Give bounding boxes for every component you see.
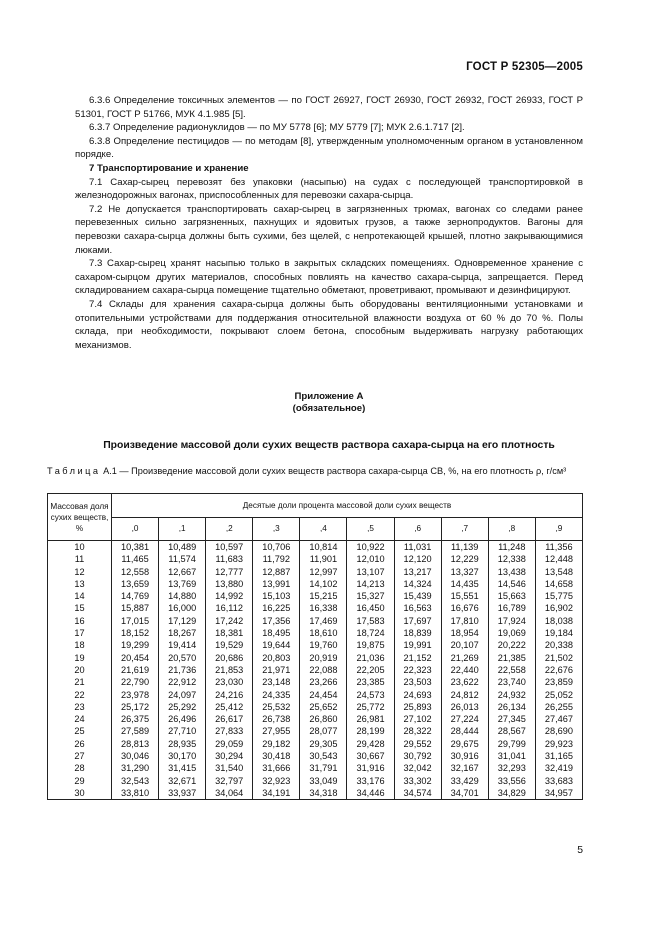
table-row [48, 566, 583, 578]
table-cell: 19,184 [535, 627, 582, 639]
table-cell: 11,683 [206, 553, 253, 565]
table-cell: 13,107 [347, 566, 394, 578]
table-row [48, 590, 583, 602]
table-cell: 22,790 [112, 676, 159, 688]
table-cell: 33,429 [441, 775, 488, 787]
table-cell: 12,667 [159, 566, 206, 578]
table-row [48, 627, 583, 639]
table-cell: 23,148 [253, 676, 300, 688]
table-cell: 16,563 [394, 602, 441, 614]
table-cell: 10,381 [112, 541, 159, 554]
table-cell: 26,981 [347, 713, 394, 725]
standard-code: ГОСТ Р 52305—2005 [466, 61, 583, 73]
table-cell: 12,448 [535, 553, 582, 565]
table-cell: 14,213 [347, 578, 394, 590]
table-cell: 16,000 [159, 602, 206, 614]
table-cell: 25,772 [347, 701, 394, 713]
paragraph-6-3-7: 6.3.7 Определение радионуклидов — по МУ 5778 [6]; МУ 5779 [7]; МУК 2.6.1.717 [2]. [89, 122, 465, 134]
table-cell: 13,769 [159, 578, 206, 590]
row-label: 19 [48, 652, 112, 664]
row-label: 29 [48, 775, 112, 787]
table-cell: 13,659 [112, 578, 159, 590]
row-label: 28 [48, 762, 112, 774]
table-cell: 13,327 [441, 566, 488, 578]
table-cell: 11,901 [300, 553, 347, 565]
table-cell: 10,922 [347, 541, 394, 554]
table-cell: 29,799 [488, 738, 535, 750]
row-label: 30 [48, 787, 112, 800]
table-cell: 30,170 [159, 750, 206, 762]
row-label: 25 [48, 725, 112, 737]
table-cell: 17,356 [253, 615, 300, 627]
table-cell: 22,323 [394, 664, 441, 676]
column-header: ,5 [347, 517, 394, 541]
table-cell: 12,120 [394, 553, 441, 565]
table-cell: 29,428 [347, 738, 394, 750]
table-cell: 24,812 [441, 689, 488, 701]
table-cell: 16,225 [253, 602, 300, 614]
table-cell: 17,583 [347, 615, 394, 627]
table-cell: 25,412 [206, 701, 253, 713]
table-cell: 34,446 [347, 787, 394, 800]
table-cell: 21,385 [488, 652, 535, 664]
table-cell: 19,760 [300, 639, 347, 651]
table-cell: 31,916 [347, 762, 394, 774]
table-cell: 31,041 [488, 750, 535, 762]
table-cell: 22,558 [488, 664, 535, 676]
table-cell: 15,327 [347, 590, 394, 602]
density-table [47, 493, 583, 800]
table-cell: 23,859 [535, 676, 582, 688]
table-cell: 24,932 [488, 689, 535, 701]
table-cell: 27,955 [253, 725, 300, 737]
row-label: 12 [48, 566, 112, 578]
table-cell: 20,107 [441, 639, 488, 651]
table-cell: 14,992 [206, 590, 253, 602]
table-cell: 12,558 [112, 566, 159, 578]
table-cell: 20,222 [488, 639, 535, 651]
table-row [48, 553, 583, 565]
table-cell: 15,663 [488, 590, 535, 602]
table-cell: 10,814 [300, 541, 347, 554]
table-cell: 21,502 [535, 652, 582, 664]
paragraph-7-2: 7.2 Не допускается транспортировать сахар-сырец в загрязненных трюмах, вагонах со следами ранее перевезенных сильно загрязненных, пахнущих и ядовитых грузов, а также зернопродуктов. Вагоны для перевозки сахара-сырца должны быть сухими, без щелей, с непротекающей крышей, плотно закрывающимися люками. [75, 203, 583, 256]
table-cell: 26,496 [159, 713, 206, 725]
table-cell: 27,102 [394, 713, 441, 725]
table-cell: 17,469 [300, 615, 347, 627]
row-label: 20 [48, 664, 112, 676]
table-cell: 34,701 [441, 787, 488, 800]
table-cell: 15,439 [394, 590, 441, 602]
table-cell: 24,573 [347, 689, 394, 701]
column-header: ,8 [488, 517, 535, 541]
table-cell: 21,736 [159, 664, 206, 676]
table-cell: 30,667 [347, 750, 394, 762]
table-cell: 29,305 [300, 738, 347, 750]
appendix-status: (обязательное) [292, 403, 366, 414]
row-header: Массовая доля сухих веществ, % [48, 494, 112, 541]
table-cell: 22,205 [347, 664, 394, 676]
table-cell: 31,666 [253, 762, 300, 774]
table-cell: 29,675 [441, 738, 488, 750]
table-cell: 34,318 [300, 787, 347, 800]
table-cell: 14,769 [112, 590, 159, 602]
table-cell: 17,242 [206, 615, 253, 627]
table-caption-text: А.1 — Произведение массовой доли сухих веществ раствора сахара-сырца СВ, %, на его плотность ρ, г/см³ [103, 466, 567, 476]
table-cell: 34,829 [488, 787, 535, 800]
table-cell: 27,833 [206, 725, 253, 737]
table-row [48, 725, 583, 737]
row-label: 21 [48, 676, 112, 688]
table-cell: 15,551 [441, 590, 488, 602]
table-cell: 29,059 [206, 738, 253, 750]
table-cell: 15,887 [112, 602, 159, 614]
row-label: 10 [48, 541, 112, 554]
row-label: 14 [48, 590, 112, 602]
appendix-title: Приложение А [294, 391, 364, 402]
table-cell: 15,215 [300, 590, 347, 602]
table-row [48, 541, 583, 554]
table-cell: 28,077 [300, 725, 347, 737]
table-cell: 16,902 [535, 602, 582, 614]
table-cell: 23,266 [300, 676, 347, 688]
table-cell: 21,619 [112, 664, 159, 676]
table-caption [47, 465, 587, 477]
row-label: 18 [48, 639, 112, 651]
table-cell: 32,419 [535, 762, 582, 774]
table-cell: 13,438 [488, 566, 535, 578]
table-cell: 16,450 [347, 602, 394, 614]
page-number: 5 [577, 845, 583, 856]
table-cell: 11,139 [441, 541, 488, 554]
table-cell: 24,335 [253, 689, 300, 701]
table-cell: 30,294 [206, 750, 253, 762]
row-label: 24 [48, 713, 112, 725]
table-cell: 18,839 [394, 627, 441, 639]
row-label: 11 [48, 553, 112, 565]
paragraph-7-3: 7.3 Сахар-сырец хранят насыпью только в закрытых складских помещениях. Одновременное хранение с сахаром-сырцом других материалов, способных повлиять на качество сахара-сырца, запрещается. Перед складированием сахара-сырца помещение тщательно обметают, проветривают, промывают и дезинфицируют. [75, 258, 583, 297]
table-cell: 19,069 [488, 627, 535, 639]
table-cell: 25,652 [300, 701, 347, 713]
table-cell: 16,676 [441, 602, 488, 614]
row-label: 17 [48, 627, 112, 639]
table-cell: 21,971 [253, 664, 300, 676]
table-cell: 10,706 [253, 541, 300, 554]
table-cell: 18,152 [112, 627, 159, 639]
table-row [48, 701, 583, 713]
table-cell: 13,548 [535, 566, 582, 578]
table-row [48, 762, 583, 774]
table-cell: 17,015 [112, 615, 159, 627]
table-cell: 17,129 [159, 615, 206, 627]
table-cell: 31,415 [159, 762, 206, 774]
table-row [48, 750, 583, 762]
table-row [48, 652, 583, 664]
table-cell: 14,546 [488, 578, 535, 590]
table-cell: 23,030 [206, 676, 253, 688]
column-header: ,7 [441, 517, 488, 541]
table-cell: 10,597 [206, 541, 253, 554]
table-cell: 32,042 [394, 762, 441, 774]
table-cell: 19,414 [159, 639, 206, 651]
column-header: ,9 [535, 517, 582, 541]
table-cell: 34,191 [253, 787, 300, 800]
table-row [48, 787, 583, 800]
table-cell: 30,792 [394, 750, 441, 762]
table-cell: 11,465 [112, 553, 159, 565]
table-cell: 29,552 [394, 738, 441, 750]
table-cell: 12,010 [347, 553, 394, 565]
table-cell: 14,324 [394, 578, 441, 590]
table-cell: 29,923 [535, 738, 582, 750]
table-row [48, 602, 583, 614]
column-header: ,6 [394, 517, 441, 541]
table-cell: 28,567 [488, 725, 535, 737]
table-cell: 33,556 [488, 775, 535, 787]
table-cell: 28,444 [441, 725, 488, 737]
column-header: ,3 [253, 517, 300, 541]
table-row [48, 689, 583, 701]
row-label: 13 [48, 578, 112, 590]
table-cell: 28,322 [394, 725, 441, 737]
table-cell: 27,467 [535, 713, 582, 725]
table-cell: 20,454 [112, 652, 159, 664]
row-label: 16 [48, 615, 112, 627]
table-cell: 33,049 [300, 775, 347, 787]
table-cell: 20,919 [300, 652, 347, 664]
table-cell: 14,102 [300, 578, 347, 590]
table-cell: 21,152 [394, 652, 441, 664]
table-cell: 14,435 [441, 578, 488, 590]
table-cell: 18,610 [300, 627, 347, 639]
row-label: 15 [48, 602, 112, 614]
table-cell: 14,880 [159, 590, 206, 602]
table-cell: 32,797 [206, 775, 253, 787]
table-cell: 18,038 [535, 615, 582, 627]
table-cell: 24,216 [206, 689, 253, 701]
table-cell: 30,916 [441, 750, 488, 762]
table-cell: 12,997 [300, 566, 347, 578]
table-cell: 27,224 [441, 713, 488, 725]
table-cell: 34,064 [206, 787, 253, 800]
table-cell: 27,345 [488, 713, 535, 725]
table-cell: 20,338 [535, 639, 582, 651]
table-cell: 19,529 [206, 639, 253, 651]
column-header: ,1 [159, 517, 206, 541]
paragraph-7-1: 7.1 Сахар-сырец перевозят без упаковки (насыпью) на судах с последующей транспортировкой в железнодорожных вагонах, приспособленных для перевозки сахара-сырца. [75, 176, 583, 202]
table-cell: 27,589 [112, 725, 159, 737]
column-header: ,2 [206, 517, 253, 541]
table-cell: 20,803 [253, 652, 300, 664]
table-cell: 28,690 [535, 725, 582, 737]
table-cell: 12,777 [206, 566, 253, 578]
table-cell: 33,302 [394, 775, 441, 787]
row-label: 27 [48, 750, 112, 762]
appendix-heading: Произведение массовой доли сухих веществ раствора сахара-сырца на его плотность [103, 440, 555, 451]
column-header-row [48, 517, 583, 541]
table-cell: 22,440 [441, 664, 488, 676]
table-cell: 25,292 [159, 701, 206, 713]
paragraph-6-3-6: 6.3.6 Определение токсичных элементов — по ГОСТ 26927, ГОСТ 26930, ГОСТ 26932, ГОСТ 26933, ГОСТ Р 51301, ГОСТ Р 51766, МУК 4.1.985 [5]. [75, 95, 583, 120]
table-cell: 31,791 [300, 762, 347, 774]
table-cell: 30,046 [112, 750, 159, 762]
table-row [48, 615, 583, 627]
table-cell: 11,248 [488, 541, 535, 554]
table-cell: 12,338 [488, 553, 535, 565]
table-cell: 33,176 [347, 775, 394, 787]
column-header: ,0 [112, 517, 159, 541]
table-cell: 25,172 [112, 701, 159, 713]
table-cell: 11,031 [394, 541, 441, 554]
table-cell: 19,644 [253, 639, 300, 651]
table-cell: 25,532 [253, 701, 300, 713]
table-cell: 32,293 [488, 762, 535, 774]
table-cell: 18,267 [159, 627, 206, 639]
table-cell: 32,671 [159, 775, 206, 787]
table-caption-label: Таблица [47, 466, 101, 476]
table-cell: 24,693 [394, 689, 441, 701]
table-row [48, 664, 583, 676]
table-cell: 33,810 [112, 787, 159, 800]
table-cell: 28,935 [159, 738, 206, 750]
table-cell: 33,683 [535, 775, 582, 787]
table-cell: 22,912 [159, 676, 206, 688]
table-cell: 26,617 [206, 713, 253, 725]
table-cell: 16,338 [300, 602, 347, 614]
table-cell: 21,036 [347, 652, 394, 664]
table-row [48, 578, 583, 590]
table-cell: 20,570 [159, 652, 206, 664]
table-cell: 32,167 [441, 762, 488, 774]
table-cell: 26,860 [300, 713, 347, 725]
table-cell: 20,686 [206, 652, 253, 664]
table-cell: 17,810 [441, 615, 488, 627]
table-cell: 27,710 [159, 725, 206, 737]
table-cell: 15,775 [535, 590, 582, 602]
table-cell: 31,540 [206, 762, 253, 774]
table-cell: 24,454 [300, 689, 347, 701]
section-7-heading: 7 Транспортирование и хранение [89, 162, 249, 174]
table-cell: 23,385 [347, 676, 394, 688]
table-cell: 11,574 [159, 553, 206, 565]
table-cell: 19,299 [112, 639, 159, 651]
table-cell: 16,112 [206, 602, 253, 614]
table-cell: 23,503 [394, 676, 441, 688]
table-cell: 10,489 [159, 541, 206, 554]
table-cell: 28,813 [112, 738, 159, 750]
table-cell: 14,658 [535, 578, 582, 590]
table-cell: 13,217 [394, 566, 441, 578]
table-cell: 11,792 [253, 553, 300, 565]
table-cell: 26,134 [488, 701, 535, 713]
table-cell: 21,269 [441, 652, 488, 664]
table-cell: 30,418 [253, 750, 300, 762]
table-cell: 31,290 [112, 762, 159, 774]
table-cell: 11,356 [535, 541, 582, 554]
table-cell: 25,052 [535, 689, 582, 701]
table-cell: 17,924 [488, 615, 535, 627]
table-cell: 31,165 [535, 750, 582, 762]
table-cell: 21,853 [206, 664, 253, 676]
paragraph-6-3-8: 6.3.8 Определение пестицидов — по методам [8], утвержденным уполномоченным органом в установленном порядке. [75, 135, 583, 161]
table-cell: 34,957 [535, 787, 582, 800]
table-cell: 13,991 [253, 578, 300, 590]
table-cell: 22,676 [535, 664, 582, 676]
section-text [75, 94, 583, 352]
table-cell: 32,543 [112, 775, 159, 787]
table-cell: 23,622 [441, 676, 488, 688]
table-cell: 28,199 [347, 725, 394, 737]
group-header: Десятые доли процента массовой доли сухих веществ [112, 494, 583, 518]
table-cell: 13,880 [206, 578, 253, 590]
table-cell: 16,789 [488, 602, 535, 614]
table-row [48, 713, 583, 725]
table-cell: 18,381 [206, 627, 253, 639]
table-cell: 12,887 [253, 566, 300, 578]
table-cell: 25,893 [394, 701, 441, 713]
table-cell: 32,923 [253, 775, 300, 787]
table-cell: 26,738 [253, 713, 300, 725]
table-cell: 29,182 [253, 738, 300, 750]
column-header: ,4 [300, 517, 347, 541]
table-cell: 23,740 [488, 676, 535, 688]
table-row [48, 639, 583, 651]
table-cell: 26,013 [441, 701, 488, 713]
table-cell: 26,375 [112, 713, 159, 725]
table-cell: 15,103 [253, 590, 300, 602]
table-cell: 24,097 [159, 689, 206, 701]
table-cell: 33,937 [159, 787, 206, 800]
table-cell: 18,724 [347, 627, 394, 639]
table-cell: 34,574 [394, 787, 441, 800]
table-row [48, 738, 583, 750]
table-cell: 22,088 [300, 664, 347, 676]
table-cell: 17,697 [394, 615, 441, 627]
table-cell: 18,495 [253, 627, 300, 639]
table-row [48, 676, 583, 688]
table-cell: 18,954 [441, 627, 488, 639]
paragraph-7-4: 7.4 Склады для хранения сахара-сырца должны быть оборудованы вентиляционными установками и отопительными устройствами для поддержания относительной влажности воздуха от 60 % до 70 %. Полы склада, при необходимости, покрывают слоем бетона, способным выдерживать нагрузку работающих механизмов. [75, 298, 583, 351]
row-label: 22 [48, 689, 112, 701]
table-cell: 19,991 [394, 639, 441, 651]
table-cell: 30,543 [300, 750, 347, 762]
table-cell: 19,875 [347, 639, 394, 651]
table-body [48, 541, 583, 800]
row-label: 23 [48, 701, 112, 713]
row-label: 26 [48, 738, 112, 750]
table-cell: 23,978 [112, 689, 159, 701]
table-cell: 12,229 [441, 553, 488, 565]
table-cell: 26,255 [535, 701, 582, 713]
table-row [48, 775, 583, 787]
